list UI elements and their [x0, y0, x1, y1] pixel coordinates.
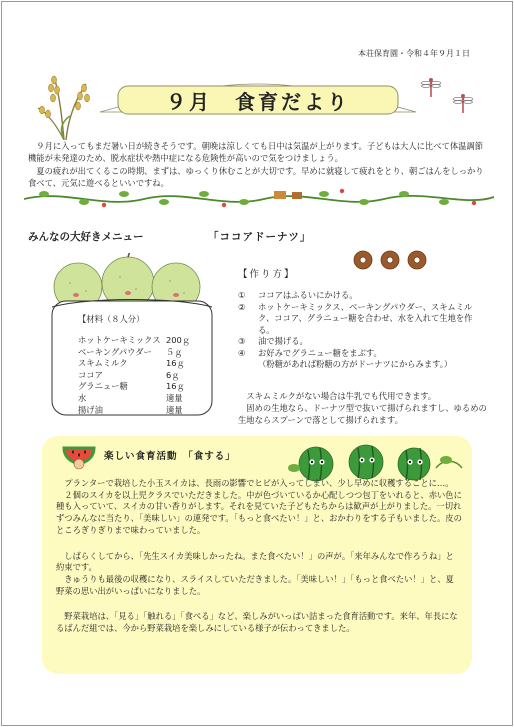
- dragonfly-icon: [420, 76, 442, 98]
- intro-paragraph: 夏の疲れが出てくるこの時期、まずは、ゆっくり休むことが大切です。早めに就寝して疲れをとり、朝ごはんをしっかり食べて、元気に遊べるといいですね。: [28, 165, 484, 189]
- activity-heading: 楽しい食育活動 「食する」: [104, 451, 236, 462]
- recipe-note: スキムミルクがない場合は牛乳でも代用できます。: [246, 391, 437, 401]
- ingredient-name: ココア: [78, 369, 103, 380]
- ingredient-row: [78, 405, 190, 417]
- vine-divider-icon: [24, 185, 494, 215]
- page-title: ９月 食育だより: [166, 90, 350, 114]
- pear-characters-icon: [40, 253, 220, 303]
- steps-label: 【作り方】: [238, 269, 296, 280]
- menu-name: 「ココアドーナツ」: [208, 231, 312, 243]
- ingredient-amount: 200ｇ: [166, 335, 191, 345]
- step-text: ココアはふるいにかける。: [258, 290, 358, 300]
- recipe-step: [238, 290, 483, 302]
- activity-paragraph: ２個のスイカを以上児クラスでいただきました。中が色づいているか心配しつつ包丁をいれると、赤い色に種も入っていて、スイカの甘い香りがします。それを見ていた子どもたちからは歓声が上がりました。一切れずつみんなに当たり、「美味しい」の連発です。「もっと食べたい！」と、おかわりをする子もいました。皮のところぎりぎりまで味わっていました。: [56, 489, 462, 535]
- intro-paragraph: ９月に入ってもまだ暑い日が続きそうです。朝晩は涼しくても日中は気温が上がります。子どもは大人に比べて体温調節機能が未発達のため、脱水症状や熱中症になる危険性が高いので気をつけましょう。: [28, 141, 484, 164]
- ingredient-amount: 16ｇ: [166, 358, 185, 369]
- ingredient-amount: 適量: [166, 404, 183, 415]
- recipe-step: [238, 336, 483, 348]
- activity-box: [42, 436, 472, 674]
- ingredient-row: [78, 358, 190, 370]
- dragonfly-icon: [452, 92, 474, 114]
- activity-paragraph: 野菜栽培は、「見る」「触れる」「食べる」など、楽しみがいっぱい詰まった食育活動です。来年、年長になるばんだ組では、今から野菜栽培を楽しみにしている様子が伝わってきました。: [56, 611, 458, 634]
- step-number: ②: [238, 301, 246, 312]
- ingredient-row: [78, 381, 190, 393]
- ingredient-name: 揚げ油: [78, 404, 103, 415]
- activity-paragraph: プランターで栽培した小玉スイカは、長雨の影響でヒビが入ってしまい、少し早めに収穫することに…。: [64, 478, 454, 488]
- step-number: ③: [238, 336, 246, 346]
- recipe-step: [238, 348, 483, 360]
- step-text: （粉糖があれば粉糖の方がドーナツにからみます。）: [258, 359, 453, 369]
- title-banner: [98, 78, 418, 118]
- activity-paragraph: しばらくしてから、「先生スイカ美味しかったね。また食べたい！」の声が。「来年みんなで作ろうね」と約束です。: [56, 550, 454, 573]
- step-number: [238, 359, 258, 371]
- ingredient-amount: 6ｇ: [166, 369, 180, 380]
- step-text: お好みでグラニュー糖をまぶす。: [258, 347, 382, 358]
- recipe-note: 固めの生地なら、ドーナツ型で抜いて揚げられますし、ゆるめの生地ならスプーンで落として揚げられます。: [238, 402, 487, 425]
- ingredient-name: スキムミルク: [78, 358, 128, 369]
- recipe-step: [238, 359, 483, 371]
- publisher-date: 本荘保育園・令和４年９月１日: [358, 49, 470, 58]
- recipe-steps: [238, 290, 483, 371]
- ingredient-name: 水: [78, 392, 87, 403]
- ingredient-name: ホットケーキミックス: [78, 335, 161, 345]
- ingredients-table: [78, 335, 190, 416]
- ingredient-row: [78, 347, 190, 359]
- recipe-notes: [238, 391, 493, 426]
- step-text: 油で揚げる。: [258, 336, 308, 346]
- rice-plant-icon: [34, 68, 98, 140]
- ingredient-name: ベーキングパウダー: [78, 346, 152, 357]
- intro-text: [28, 140, 488, 190]
- ingredient-row: [78, 393, 190, 405]
- watermelon-icon: [62, 440, 96, 474]
- ingredients-title: 【材料（８人分）: [78, 314, 145, 324]
- activity-body: [56, 478, 462, 635]
- menu-heading: みんなの大好きメニュー: [28, 231, 144, 243]
- donut-icon: [352, 249, 432, 275]
- ingredient-amount: 16ｇ: [166, 381, 185, 392]
- ingredient-row: [78, 370, 190, 382]
- ingredients-basket: [48, 297, 216, 419]
- recipe-step: [238, 302, 483, 337]
- step-number: ④: [238, 347, 246, 358]
- ingredient-amount: ５ｇ: [166, 346, 183, 357]
- ingredient-row: [78, 335, 190, 347]
- step-text: ホットケーキミックス、ベーキングパウダー、スキムミルク、ココア、グラニュー糖を合わせ、水を入れて生地を作る。: [258, 301, 473, 335]
- ingredient-amount: 適量: [166, 392, 183, 403]
- activity-paragraph: きゅうりも最後の収穫になり、スライスしていただきました。「美味しい！」「もっと食べたい！」と、夏野菜の思い出がいっぱいになりました。: [56, 573, 454, 596]
- ingredient-name: グラニュー糖: [78, 381, 128, 392]
- step-number: ①: [238, 290, 246, 300]
